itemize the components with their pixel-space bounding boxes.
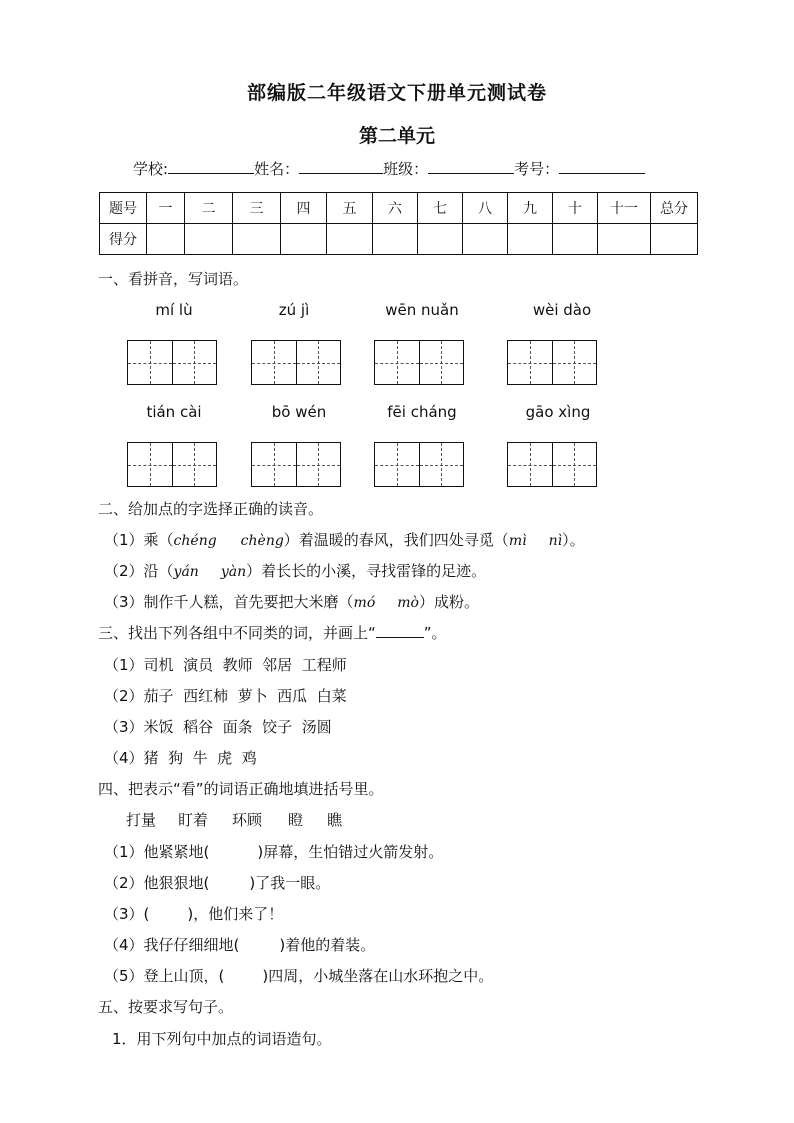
writing-grid[interactable] [127, 340, 217, 385]
question-text: （1）他紧紧地( [104, 843, 210, 861]
class-label: 班级： [383, 160, 429, 178]
pinyin-option[interactable]: chéng [173, 533, 217, 549]
question-text: )了我一眼。 [249, 874, 331, 892]
name-blank[interactable] [299, 159, 383, 174]
question-text: ）。 [562, 531, 585, 549]
table-cell: 九 [508, 193, 553, 224]
school-blank[interactable] [168, 159, 254, 174]
pinyin-label: fēi cháng [387, 403, 457, 421]
class-blank[interactable] [428, 159, 514, 174]
question-line [104, 529, 585, 550]
pinyin-option[interactable]: yàn [220, 564, 247, 580]
word-bank-item: 环顾 [232, 811, 263, 829]
pinyin-label: wēn nuǎn [385, 301, 459, 319]
question-text: （1）乘（ [104, 531, 174, 549]
question-line: （4）猪 狗 牛 虎 鸡 [104, 749, 257, 767]
word-bank [126, 809, 352, 830]
question-text: )屏幕，生怕错过火箭发射。 [257, 843, 444, 861]
question-line: （3）米饭 稻谷 面条 饺子 汤圆 [104, 718, 332, 736]
question-line [104, 872, 330, 893]
score-cell[interactable] [418, 224, 463, 255]
question-line [104, 934, 375, 955]
section5-heading: 五、按要求写句子。 [98, 998, 234, 1016]
section2-heading: 二、给加点的字选择正确的读音。 [98, 500, 324, 518]
section5-subheading: 1．用下列句中加点的词语造句。 [112, 1030, 332, 1048]
table-cell: 六 [373, 193, 418, 224]
writing-grid[interactable] [507, 340, 597, 385]
question-text: （3）( [104, 905, 150, 923]
question-text: )，他们来了！ [187, 905, 284, 923]
question-text: ）着长长的小溪，寻找雷锋的足迹。 [246, 562, 487, 580]
pinyin-option[interactable]: mò [397, 595, 419, 611]
question-line [104, 591, 479, 612]
question-line [104, 903, 283, 924]
pinyin-label: mí lù [155, 301, 193, 319]
heading-text: 三、找出下列各组中不同类的词，并画上“ [98, 624, 376, 642]
question-text: （2）沿（ [104, 562, 174, 580]
question-text: ）成粉。 [418, 593, 479, 611]
question-line [104, 560, 486, 581]
writing-grid[interactable] [374, 442, 464, 487]
name-label: 姓名： [254, 160, 300, 178]
section3-heading [98, 622, 447, 643]
writing-grid[interactable] [374, 340, 464, 385]
writing-grid[interactable] [251, 340, 341, 385]
table-row [100, 224, 698, 255]
table-row [100, 193, 698, 224]
question-line: （1）司机 演员 教师 邻居 工程师 [104, 656, 347, 674]
table-cell: 八 [463, 193, 508, 224]
word-bank-item: 瞧 [327, 811, 343, 829]
table-cell: 二 [185, 193, 233, 224]
question-text: )着他的着装。 [279, 936, 376, 954]
pinyin-option[interactable]: mì [508, 533, 527, 549]
score-cell[interactable] [327, 224, 373, 255]
table-cell: 十 [553, 193, 598, 224]
table-cell: 总分 [651, 193, 698, 224]
pinyin-option[interactable]: mó [353, 595, 376, 611]
table-cell: 十一 [598, 193, 651, 224]
question-text: （5）登上山顶，( [104, 967, 225, 985]
exam-no-blank[interactable] [559, 159, 645, 174]
score-cell[interactable] [281, 224, 327, 255]
pinyin-option[interactable]: chèng [240, 533, 284, 549]
school-label: 学校: [133, 160, 169, 178]
question-line: （2）茄子 西红柿 萝卜 西瓜 白菜 [104, 687, 347, 705]
score-cell[interactable] [233, 224, 281, 255]
table-cell: 题号 [100, 193, 147, 224]
score-cell[interactable] [508, 224, 553, 255]
table-cell: 一 [147, 193, 185, 224]
score-cell[interactable] [553, 224, 598, 255]
word-bank-item: 盯着 [178, 811, 209, 829]
underline-mark [376, 623, 424, 638]
question-text: )四周，小城坐落在山水环抱之中。 [262, 967, 494, 985]
table-cell: 三 [233, 193, 281, 224]
question-line [104, 841, 443, 862]
writing-grid[interactable] [251, 442, 341, 487]
student-info-line [133, 158, 645, 179]
question-line [104, 965, 493, 986]
table-cell: 得分 [100, 224, 147, 255]
score-cell[interactable] [463, 224, 508, 255]
score-cell[interactable] [651, 224, 698, 255]
table-cell: 四 [281, 193, 327, 224]
pinyin-option[interactable]: yán [173, 564, 199, 580]
word-bank-item: 打量 [126, 811, 157, 829]
pinyin-label: zú jì [278, 301, 310, 319]
score-cell[interactable] [598, 224, 651, 255]
section1-heading: 一、看拼音，写词语。 [98, 270, 249, 288]
word-bank-item: 瞪 [288, 811, 304, 829]
document-title: 部编版二年级语文下册单元测试卷 [246, 82, 547, 104]
question-text: （3）制作千人糕，首先要把大米磨（ [104, 593, 354, 611]
score-cell[interactable] [185, 224, 233, 255]
pinyin-label: tián cài [146, 403, 202, 421]
score-cell[interactable] [373, 224, 418, 255]
pinyin-option[interactable]: nì [548, 533, 563, 549]
exam-no-label: 考号： [514, 160, 560, 178]
section4-heading: 四、把表示“看”的词语正确地填进括号里。 [98, 780, 384, 798]
writing-grid[interactable] [507, 442, 597, 487]
writing-grid[interactable] [127, 442, 217, 487]
question-text: （4）我仔仔细细地( [104, 936, 240, 954]
score-cell[interactable] [147, 224, 185, 255]
pinyin-label: bō wén [271, 403, 327, 421]
table-cell: 五 [327, 193, 373, 224]
question-text: （2）他狠狠地( [104, 874, 210, 892]
question-text: ）着温暖的春风，我们四处寻觅（ [283, 531, 509, 549]
pinyin-label: gāo xìng [525, 403, 591, 421]
table-cell: 七 [418, 193, 463, 224]
document-subtitle: 第二单元 [358, 125, 435, 147]
pinyin-label: wèi dào [532, 301, 592, 319]
heading-text: ”。 [423, 624, 447, 642]
score-table [99, 192, 698, 255]
